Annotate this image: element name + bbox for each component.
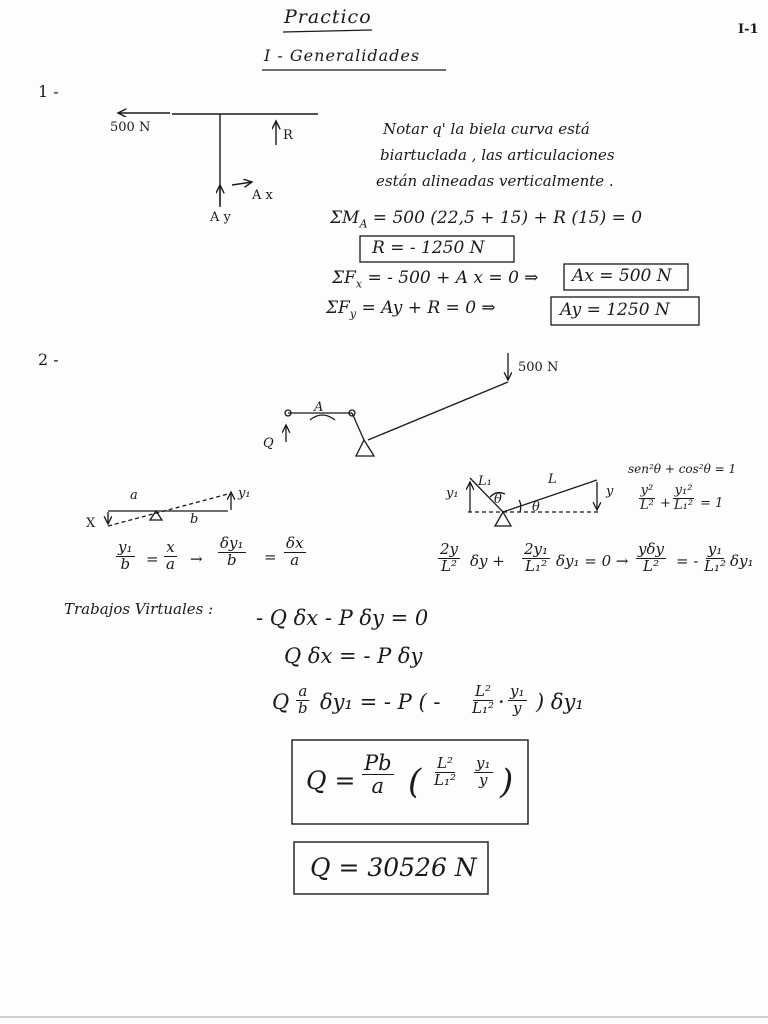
res-f1 [362, 752, 394, 797]
lever-y1: y₁ [238, 486, 251, 501]
eq-fy-rhs: = Ay + R = 0 ⇒ [361, 298, 496, 318]
vw3-f2-den: y [513, 698, 522, 717]
deriv-f4-den: L₁² [704, 556, 726, 575]
ratio-lhs-den: b [120, 554, 131, 573]
problem2-number: 2 - [38, 350, 59, 369]
ratio-mid-num: x [166, 538, 175, 556]
tri-l1: L₁ [478, 474, 492, 489]
vw3-f1-den: L₁² [472, 698, 494, 717]
ratio-r2 [284, 536, 306, 569]
deriv-f3 [636, 542, 666, 575]
eq-moment-rhs: = 500 (22,5 + 15) + R (15) = 0 [372, 208, 643, 228]
res-f3-den: y [479, 770, 488, 789]
ident-f1-den: L² [640, 497, 654, 513]
deriv-f1 [438, 542, 460, 575]
ident-f1 [638, 484, 656, 512]
ident-f2-den: L₁² [674, 497, 694, 513]
ident-eq: = 1 [700, 496, 724, 511]
link-label-a: A [314, 400, 324, 415]
lever-diagram [108, 492, 231, 526]
trig-identity: sen²θ + cos²θ = 1 [628, 462, 737, 476]
res-q: Q = [306, 766, 356, 795]
ident-f2-num: y₁² [674, 483, 693, 498]
tri-y: y [606, 484, 614, 499]
note-line-3: están alineadas verticalmente . [376, 172, 614, 190]
final-result: Q = 30526 N [310, 853, 477, 882]
vw3-end: ) δy₁ [536, 690, 584, 714]
force-label-500n: 500 N [110, 120, 151, 135]
deriv-f4 [702, 542, 728, 575]
ratio-lhs-num: y₁ [118, 538, 133, 556]
note-line-2: biartuclada , las articulaciones [380, 146, 615, 164]
eq-fx-rhs: = - 500 + A x = 0 ⇒ [367, 268, 539, 288]
ratio-lhs [116, 540, 135, 573]
label-r: R [283, 128, 293, 143]
ratio-r1-den: b [226, 550, 237, 569]
ratio-eq1: = [146, 550, 159, 568]
result-r: R = - 1250 N [372, 238, 485, 258]
deriv-t3: = - [676, 552, 699, 570]
label-ax: A x [252, 188, 273, 203]
deriv-t2: δy₁ = 0 → [556, 552, 629, 570]
ratio-r1-num: δy₁ [220, 534, 244, 552]
tri-y1: y₁ [446, 486, 459, 501]
res-f3 [474, 756, 493, 789]
ident-plus: + [660, 496, 671, 511]
eq-moment-sym: ΣM [330, 208, 360, 228]
result-ax: Ax = 500 N [572, 266, 672, 286]
result-ay: Ay = 1250 N [560, 300, 670, 320]
deriv-f2 [522, 542, 550, 575]
eq-moment-sub: A [359, 217, 368, 231]
vw3-f2-num: y₁ [510, 682, 525, 700]
load-label-500n: 500 N [518, 360, 559, 375]
deriv-f2-num: 2y₁ [524, 540, 549, 558]
title-underline [283, 30, 372, 32]
deriv-f2-den: L₁² [525, 556, 548, 575]
vw3-f1-num: L² [475, 682, 491, 700]
res-f1-den: a [371, 774, 385, 799]
res-f2 [432, 756, 458, 789]
virtual-work-eq1: - Q δx - P δy = 0 [256, 606, 429, 630]
res-close: ) [500, 762, 514, 802]
ident-f1-num: y² [640, 483, 654, 498]
deriv-f3-den: L² [643, 556, 659, 575]
res-f2-den: L₁² [434, 770, 456, 789]
vw3-q: Q [272, 690, 290, 714]
res-open: ( [408, 762, 422, 802]
res-f2-num: L² [437, 754, 453, 772]
res-f1-num: Pb [364, 751, 392, 775]
ratio-mid [164, 540, 177, 573]
vw3-frac-den: b [298, 698, 308, 717]
vw3-f1 [470, 684, 496, 717]
eq-moment [330, 208, 642, 230]
eq-fx [332, 268, 539, 290]
ratio-r1 [218, 536, 246, 569]
vw3-f2 [508, 684, 527, 717]
vw3-frac [296, 684, 310, 717]
lever-b: b [190, 512, 199, 527]
deriv-f4-num: y₁ [707, 540, 723, 558]
section-title: I - Generalidades [264, 46, 421, 65]
page-bottom-edge [0, 1016, 768, 1018]
vw3-dot: · [498, 690, 505, 714]
deriv-f1-den: L² [441, 556, 457, 575]
ratio-eq2: = [264, 548, 277, 566]
page-id: I-1 [738, 22, 759, 37]
eq-fy [326, 298, 496, 320]
ident-f2 [672, 484, 695, 512]
deriv-f1-num: 2y [440, 540, 459, 558]
problem1-number: 1 - [38, 82, 59, 101]
ratio-mid-den: a [166, 554, 175, 573]
deriv-t4: δy₁ [730, 552, 754, 570]
eq-fx-sub: x [355, 277, 363, 291]
deriv-t1: δy + [470, 552, 505, 570]
ratio-r2-den: a [290, 550, 300, 569]
vw3-frac-num: a [298, 682, 308, 700]
ratio-arrow: → [190, 550, 203, 568]
res-f3-num: y₁ [476, 754, 491, 772]
vw3-mid: δy₁ = - P ( - [320, 690, 441, 714]
tri-l: L [548, 472, 557, 487]
deriv-f3-num: yδy [638, 540, 664, 558]
virtual-work-eq2: Q δx = - P δy [284, 644, 423, 668]
virtual-work-label: Trabajos Virtuales : [64, 600, 214, 618]
eq-fy-sym: ΣF [326, 298, 350, 318]
lever-x: X [86, 516, 96, 531]
note-line-1: Notar q' la biela curva está [383, 120, 590, 138]
lever-a: a [130, 488, 138, 503]
label-q: Q [263, 436, 274, 451]
tri-theta1: θ [494, 492, 502, 507]
page-title: Practico [284, 6, 372, 28]
label-ay: A y [210, 210, 231, 225]
eq-fx-sym: ΣF [332, 268, 356, 288]
tri-theta2: θ [532, 500, 540, 515]
eq-fy-sub: y [349, 307, 357, 321]
ratio-r2-num: δx [286, 534, 304, 552]
